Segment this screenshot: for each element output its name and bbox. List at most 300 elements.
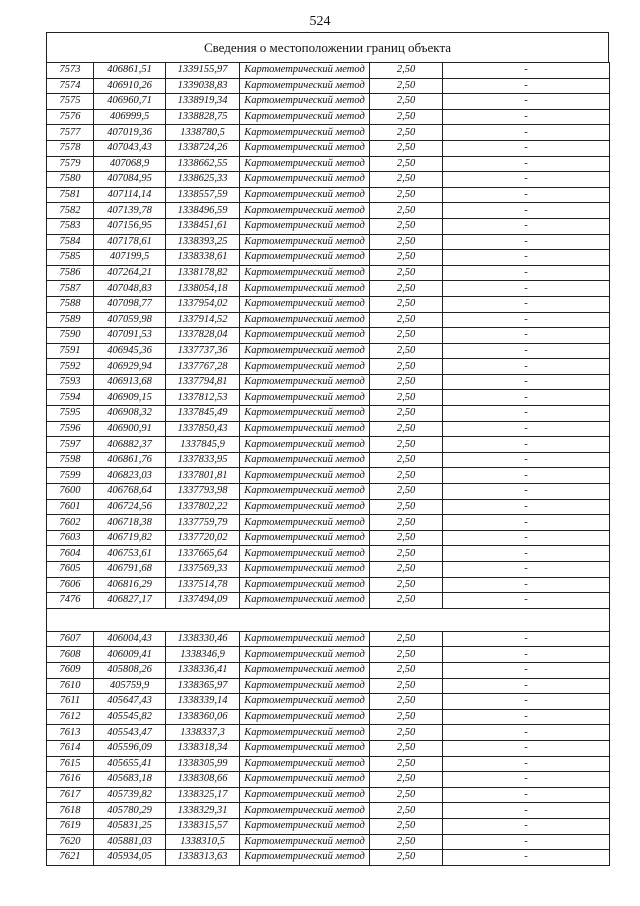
- method-cell: Картометрический метод: [240, 125, 370, 141]
- point-number-cell: 7597: [47, 437, 94, 453]
- y-coordinate-cell: 1338337,3: [166, 725, 240, 741]
- accuracy-cell: 2,50: [370, 437, 443, 453]
- point-number-cell: 7604: [47, 546, 94, 562]
- accuracy-cell: 2,50: [370, 740, 443, 756]
- y-coordinate-cell: 1338625,33: [166, 172, 240, 188]
- accuracy-cell: 2,50: [370, 484, 443, 500]
- point-number-cell: 7602: [47, 515, 94, 531]
- accuracy-cell: 2,50: [370, 818, 443, 834]
- y-coordinate-cell: 1338496,59: [166, 203, 240, 219]
- x-coordinate-cell: 406827,17: [94, 593, 166, 609]
- table-row: [47, 359, 610, 375]
- note-cell: -: [443, 328, 610, 344]
- table-row: [47, 850, 610, 866]
- accuracy-cell: 2,50: [370, 218, 443, 234]
- note-cell: -: [443, 125, 610, 141]
- note-cell: -: [443, 94, 610, 110]
- table-row: [47, 109, 610, 125]
- x-coordinate-cell: 406816,29: [94, 577, 166, 593]
- accuracy-cell: 2,50: [370, 359, 443, 375]
- note-cell: -: [443, 772, 610, 788]
- x-coordinate-cell: 407264,21: [94, 265, 166, 281]
- y-coordinate-cell: 1337833,95: [166, 452, 240, 468]
- y-coordinate-cell: 1338780,5: [166, 125, 240, 141]
- point-number-cell: 7585: [47, 250, 94, 266]
- method-cell: Картометрический метод: [240, 818, 370, 834]
- y-coordinate-cell: 1338315,57: [166, 818, 240, 834]
- point-number-cell: 7598: [47, 452, 94, 468]
- method-cell: Картометрический метод: [240, 577, 370, 593]
- x-coordinate-cell: 406908,32: [94, 406, 166, 422]
- point-number-cell: 7573: [47, 63, 94, 79]
- x-coordinate-cell: 406900,91: [94, 421, 166, 437]
- accuracy-cell: 2,50: [370, 281, 443, 297]
- accuracy-cell: 2,50: [370, 850, 443, 866]
- y-coordinate-cell: 1337828,04: [166, 328, 240, 344]
- point-number-cell: 7588: [47, 296, 94, 312]
- note-cell: -: [443, 740, 610, 756]
- x-coordinate-cell: 406719,82: [94, 530, 166, 546]
- x-coordinate-cell: 406861,76: [94, 452, 166, 468]
- y-coordinate-cell: 1338919,34: [166, 94, 240, 110]
- note-cell: -: [443, 203, 610, 219]
- x-coordinate-cell: 406718,38: [94, 515, 166, 531]
- table-row: [47, 562, 610, 578]
- table-row: [47, 756, 610, 772]
- table-row: [47, 631, 610, 647]
- y-coordinate-cell: 1338662,55: [166, 156, 240, 172]
- table-row: [47, 515, 610, 531]
- note-cell: -: [443, 756, 610, 772]
- method-cell: Картометрический метод: [240, 203, 370, 219]
- method-cell: Картометрический метод: [240, 234, 370, 250]
- group-separator-row: [47, 608, 610, 631]
- note-cell: -: [443, 359, 610, 375]
- y-coordinate-cell: 1337665,64: [166, 546, 240, 562]
- point-number-cell: 7605: [47, 562, 94, 578]
- table-row: [47, 296, 610, 312]
- table-row: [47, 452, 610, 468]
- point-number-cell: 7612: [47, 709, 94, 725]
- point-number-cell: 7618: [47, 803, 94, 819]
- note-cell: -: [443, 265, 610, 281]
- note-cell: -: [443, 530, 610, 546]
- y-coordinate-cell: 1337914,52: [166, 312, 240, 328]
- accuracy-cell: 2,50: [370, 499, 443, 515]
- y-coordinate-cell: 1338724,26: [166, 140, 240, 156]
- accuracy-cell: 2,50: [370, 546, 443, 562]
- x-coordinate-cell: 405543,47: [94, 725, 166, 741]
- accuracy-cell: 2,50: [370, 678, 443, 694]
- point-number-cell: 7577: [47, 125, 94, 141]
- table-row: [47, 546, 610, 562]
- method-cell: Картометрический метод: [240, 515, 370, 531]
- method-cell: Картометрический метод: [240, 484, 370, 500]
- table-row: [47, 772, 610, 788]
- method-cell: Картометрический метод: [240, 156, 370, 172]
- accuracy-cell: 2,50: [370, 577, 443, 593]
- point-number-cell: 7596: [47, 421, 94, 437]
- x-coordinate-cell: 406945,36: [94, 343, 166, 359]
- method-cell: Картометрический метод: [240, 709, 370, 725]
- note-cell: -: [443, 281, 610, 297]
- x-coordinate-cell: 407059,98: [94, 312, 166, 328]
- note-cell: -: [443, 515, 610, 531]
- x-coordinate-cell: 407114,14: [94, 187, 166, 203]
- note-cell: -: [443, 694, 610, 710]
- table-row: [47, 187, 610, 203]
- accuracy-cell: 2,50: [370, 94, 443, 110]
- note-cell: -: [443, 662, 610, 678]
- note-cell: -: [443, 709, 610, 725]
- x-coordinate-cell: 407178,61: [94, 234, 166, 250]
- note-cell: -: [443, 546, 610, 562]
- note-cell: -: [443, 787, 610, 803]
- y-coordinate-cell: 1337850,43: [166, 421, 240, 437]
- point-number-cell: 7574: [47, 78, 94, 94]
- note-cell: -: [443, 421, 610, 437]
- point-number-cell: 7621: [47, 850, 94, 866]
- note-cell: -: [443, 593, 610, 609]
- method-cell: Картометрический метод: [240, 281, 370, 297]
- method-cell: Картометрический метод: [240, 359, 370, 375]
- note-cell: -: [443, 390, 610, 406]
- point-number-cell: 7582: [47, 203, 94, 219]
- table-row: [47, 94, 610, 110]
- x-coordinate-cell: 405780,29: [94, 803, 166, 819]
- x-coordinate-cell: 405647,43: [94, 694, 166, 710]
- accuracy-cell: 2,50: [370, 647, 443, 663]
- table-row: [47, 63, 610, 79]
- x-coordinate-cell: 406724,56: [94, 499, 166, 515]
- method-cell: Картометрический метод: [240, 756, 370, 772]
- point-number-cell: 7591: [47, 343, 94, 359]
- accuracy-cell: 2,50: [370, 725, 443, 741]
- note-cell: -: [443, 156, 610, 172]
- table-row: [47, 709, 610, 725]
- point-number-cell: 7613: [47, 725, 94, 741]
- accuracy-cell: 2,50: [370, 562, 443, 578]
- accuracy-cell: 2,50: [370, 709, 443, 725]
- note-cell: -: [443, 647, 610, 663]
- x-coordinate-cell: 406960,71: [94, 94, 166, 110]
- note-cell: -: [443, 109, 610, 125]
- x-coordinate-cell: 407156,95: [94, 218, 166, 234]
- method-cell: Картометрический метод: [240, 421, 370, 437]
- y-coordinate-cell: 1338178,82: [166, 265, 240, 281]
- y-coordinate-cell: 1338451,61: [166, 218, 240, 234]
- x-coordinate-cell: 406910,26: [94, 78, 166, 94]
- note-cell: -: [443, 577, 610, 593]
- x-coordinate-cell: 405655,41: [94, 756, 166, 772]
- point-number-cell: 7583: [47, 218, 94, 234]
- table-row: [47, 662, 610, 678]
- note-cell: -: [443, 172, 610, 188]
- point-number-cell: 7575: [47, 94, 94, 110]
- y-coordinate-cell: 1337494,09: [166, 593, 240, 609]
- y-coordinate-cell: 1338393,25: [166, 234, 240, 250]
- x-coordinate-cell: 407199,5: [94, 250, 166, 266]
- method-cell: Картометрический метод: [240, 530, 370, 546]
- point-number-cell: 7606: [47, 577, 94, 593]
- method-cell: Картометрический метод: [240, 328, 370, 344]
- method-cell: Картометрический метод: [240, 265, 370, 281]
- y-coordinate-cell: 1339038,83: [166, 78, 240, 94]
- table-row: [47, 203, 610, 219]
- method-cell: Картометрический метод: [240, 662, 370, 678]
- note-cell: -: [443, 452, 610, 468]
- table-row: [47, 499, 610, 515]
- point-number-cell: 7593: [47, 374, 94, 390]
- accuracy-cell: 2,50: [370, 694, 443, 710]
- accuracy-cell: 2,50: [370, 756, 443, 772]
- method-cell: Картометрический метод: [240, 593, 370, 609]
- method-cell: Картометрический метод: [240, 296, 370, 312]
- table-row: [47, 265, 610, 281]
- table-row: [47, 172, 610, 188]
- accuracy-cell: 2,50: [370, 834, 443, 850]
- method-cell: Картометрический метод: [240, 772, 370, 788]
- point-number-cell: 7576: [47, 109, 94, 125]
- method-cell: Картометрический метод: [240, 803, 370, 819]
- y-coordinate-cell: 1337845,9: [166, 437, 240, 453]
- note-cell: -: [443, 437, 610, 453]
- point-number-cell: 7607: [47, 631, 94, 647]
- note-cell: -: [443, 78, 610, 94]
- y-coordinate-cell: 1338318,34: [166, 740, 240, 756]
- coordinates-table: [46, 62, 610, 866]
- note-cell: -: [443, 312, 610, 328]
- table-row: [47, 593, 610, 609]
- note-cell: -: [443, 140, 610, 156]
- accuracy-cell: 2,50: [370, 593, 443, 609]
- note-cell: -: [443, 406, 610, 422]
- table-row: [47, 328, 610, 344]
- point-number-cell: 7590: [47, 328, 94, 344]
- y-coordinate-cell: 1338365,97: [166, 678, 240, 694]
- accuracy-cell: 2,50: [370, 109, 443, 125]
- y-coordinate-cell: 1338325,17: [166, 787, 240, 803]
- point-number-cell: 7578: [47, 140, 94, 156]
- note-cell: -: [443, 631, 610, 647]
- y-coordinate-cell: 1338310,5: [166, 834, 240, 850]
- table-title: Сведения о местоположении границ объекта: [46, 32, 609, 62]
- x-coordinate-cell: 406823,03: [94, 468, 166, 484]
- accuracy-cell: 2,50: [370, 125, 443, 141]
- point-number-cell: 7616: [47, 772, 94, 788]
- point-number-cell: 7581: [47, 187, 94, 203]
- y-coordinate-cell: 1337720,02: [166, 530, 240, 546]
- accuracy-cell: 2,50: [370, 406, 443, 422]
- x-coordinate-cell: 406999,5: [94, 109, 166, 125]
- y-coordinate-cell: 1338329,31: [166, 803, 240, 819]
- x-coordinate-cell: 405545,82: [94, 709, 166, 725]
- note-cell: -: [443, 562, 610, 578]
- accuracy-cell: 2,50: [370, 631, 443, 647]
- method-cell: Картометрический метод: [240, 78, 370, 94]
- separator-cell: [47, 608, 610, 631]
- accuracy-cell: 2,50: [370, 390, 443, 406]
- accuracy-cell: 2,50: [370, 803, 443, 819]
- table-row: [47, 374, 610, 390]
- y-coordinate-cell: 1338336,41: [166, 662, 240, 678]
- x-coordinate-cell: 405808,26: [94, 662, 166, 678]
- accuracy-cell: 2,50: [370, 374, 443, 390]
- table-row: [47, 234, 610, 250]
- method-cell: Картометрический метод: [240, 437, 370, 453]
- y-coordinate-cell: 1338054,18: [166, 281, 240, 297]
- method-cell: Картометрический метод: [240, 250, 370, 266]
- point-number-cell: 7620: [47, 834, 94, 850]
- point-number-cell: 7580: [47, 172, 94, 188]
- table-row: [47, 312, 610, 328]
- point-number-cell: 7600: [47, 484, 94, 500]
- table-row: [47, 140, 610, 156]
- table-row: [47, 250, 610, 266]
- note-cell: -: [443, 63, 610, 79]
- point-number-cell: 7619: [47, 818, 94, 834]
- method-cell: Картометрический метод: [240, 694, 370, 710]
- x-coordinate-cell: 405596,09: [94, 740, 166, 756]
- point-number-cell: 7586: [47, 265, 94, 281]
- accuracy-cell: 2,50: [370, 265, 443, 281]
- method-cell: Картометрический метод: [240, 343, 370, 359]
- x-coordinate-cell: 407098,77: [94, 296, 166, 312]
- x-coordinate-cell: 406861,51: [94, 63, 166, 79]
- accuracy-cell: 2,50: [370, 328, 443, 344]
- y-coordinate-cell: 1338346,9: [166, 647, 240, 663]
- accuracy-cell: 2,50: [370, 452, 443, 468]
- x-coordinate-cell: 406909,15: [94, 390, 166, 406]
- method-cell: Картометрический метод: [240, 94, 370, 110]
- accuracy-cell: 2,50: [370, 234, 443, 250]
- method-cell: Картометрический метод: [240, 834, 370, 850]
- y-coordinate-cell: 1338330,46: [166, 631, 240, 647]
- y-coordinate-cell: 1338338,61: [166, 250, 240, 266]
- x-coordinate-cell: 406791,68: [94, 562, 166, 578]
- accuracy-cell: 2,50: [370, 63, 443, 79]
- x-coordinate-cell: 405683,18: [94, 772, 166, 788]
- point-number-cell: 7589: [47, 312, 94, 328]
- x-coordinate-cell: 405934,05: [94, 850, 166, 866]
- y-coordinate-cell: 1337569,33: [166, 562, 240, 578]
- table-row: [47, 390, 610, 406]
- table-row: [47, 694, 610, 710]
- method-cell: Картометрический метод: [240, 406, 370, 422]
- note-cell: -: [443, 234, 610, 250]
- table-row: [47, 281, 610, 297]
- point-number-cell: 7595: [47, 406, 94, 422]
- table-row: [47, 818, 610, 834]
- point-number-cell: 7601: [47, 499, 94, 515]
- table-row: [47, 343, 610, 359]
- accuracy-cell: 2,50: [370, 468, 443, 484]
- x-coordinate-cell: 406753,61: [94, 546, 166, 562]
- accuracy-cell: 2,50: [370, 515, 443, 531]
- method-cell: Картометрический метод: [240, 647, 370, 663]
- x-coordinate-cell: 407019,36: [94, 125, 166, 141]
- table-row: [47, 678, 610, 694]
- point-number-cell: 7617: [47, 787, 94, 803]
- x-coordinate-cell: 407091,53: [94, 328, 166, 344]
- note-cell: -: [443, 218, 610, 234]
- y-coordinate-cell: 1338557,59: [166, 187, 240, 203]
- y-coordinate-cell: 1337759,79: [166, 515, 240, 531]
- note-cell: -: [443, 484, 610, 500]
- accuracy-cell: 2,50: [370, 772, 443, 788]
- method-cell: Картометрический метод: [240, 452, 370, 468]
- note-cell: -: [443, 850, 610, 866]
- x-coordinate-cell: 405831,25: [94, 818, 166, 834]
- method-cell: Картометрический метод: [240, 725, 370, 741]
- table-row: [47, 484, 610, 500]
- method-cell: Картометрический метод: [240, 546, 370, 562]
- y-coordinate-cell: 1337954,02: [166, 296, 240, 312]
- x-coordinate-cell: 406913,68: [94, 374, 166, 390]
- method-cell: Картометрический метод: [240, 187, 370, 203]
- table-row: [47, 421, 610, 437]
- y-coordinate-cell: 1338308,66: [166, 772, 240, 788]
- point-number-cell: 7584: [47, 234, 94, 250]
- table-row: [47, 803, 610, 819]
- method-cell: Картометрический метод: [240, 678, 370, 694]
- note-cell: -: [443, 725, 610, 741]
- table-row: [47, 740, 610, 756]
- y-coordinate-cell: 1338828,75: [166, 109, 240, 125]
- method-cell: Картометрический метод: [240, 562, 370, 578]
- x-coordinate-cell: 407048,83: [94, 281, 166, 297]
- table-row: [47, 78, 610, 94]
- x-coordinate-cell: 406004,43: [94, 631, 166, 647]
- table-row: [47, 787, 610, 803]
- accuracy-cell: 2,50: [370, 172, 443, 188]
- point-number-cell: 7614: [47, 740, 94, 756]
- table-row: [47, 406, 610, 422]
- x-coordinate-cell: 406929,94: [94, 359, 166, 375]
- method-cell: Картометрический метод: [240, 390, 370, 406]
- accuracy-cell: 2,50: [370, 140, 443, 156]
- note-cell: -: [443, 343, 610, 359]
- method-cell: Картометрический метод: [240, 468, 370, 484]
- note-cell: -: [443, 499, 610, 515]
- table-row: [47, 647, 610, 663]
- y-coordinate-cell: 1339155,97: [166, 63, 240, 79]
- point-number-cell: 7615: [47, 756, 94, 772]
- y-coordinate-cell: 1337737,36: [166, 343, 240, 359]
- accuracy-cell: 2,50: [370, 530, 443, 546]
- note-cell: -: [443, 678, 610, 694]
- accuracy-cell: 2,50: [370, 296, 443, 312]
- accuracy-cell: 2,50: [370, 312, 443, 328]
- x-coordinate-cell: 406009,41: [94, 647, 166, 663]
- y-coordinate-cell: 1337767,28: [166, 359, 240, 375]
- point-number-cell: 7609: [47, 662, 94, 678]
- y-coordinate-cell: 1337812,53: [166, 390, 240, 406]
- point-number-cell: 7592: [47, 359, 94, 375]
- method-cell: Картометрический метод: [240, 850, 370, 866]
- y-coordinate-cell: 1338360,06: [166, 709, 240, 725]
- accuracy-cell: 2,50: [370, 421, 443, 437]
- page-number: 524: [309, 14, 331, 29]
- accuracy-cell: 2,50: [370, 662, 443, 678]
- accuracy-cell: 2,50: [370, 343, 443, 359]
- note-cell: -: [443, 250, 610, 266]
- point-number-cell: 7594: [47, 390, 94, 406]
- method-cell: Картометрический метод: [240, 374, 370, 390]
- point-number-cell: 7608: [47, 647, 94, 663]
- y-coordinate-cell: 1337801,81: [166, 468, 240, 484]
- x-coordinate-cell: 407043,43: [94, 140, 166, 156]
